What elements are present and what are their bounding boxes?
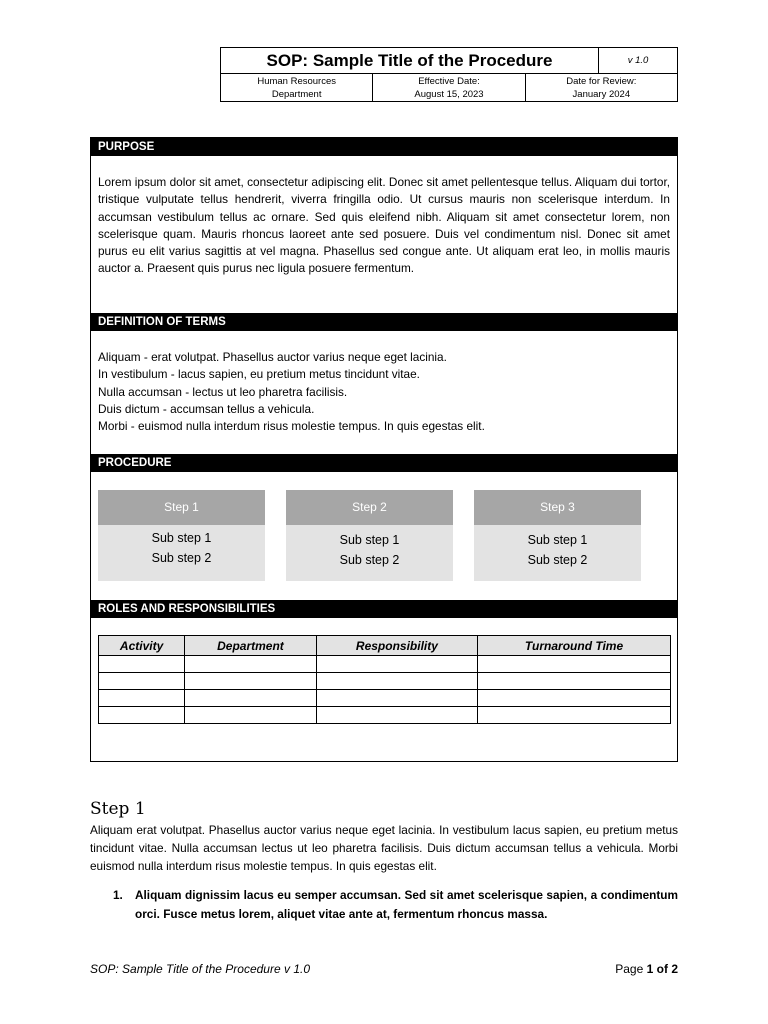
procedure-step-3 [474,490,641,581]
review-date-label: Date for Review: [566,76,637,87]
definitions-heading: DEFINITION OF TERMS [91,313,677,331]
document-header-table [220,47,678,102]
table-cell [316,707,477,724]
document-title: SOP: Sample Title of the Procedure [221,48,599,73]
column-header-turnaround-time: Turnaround Time [478,636,671,656]
definition-item: Aliquam - erat volutpat. Phasellus auctor varius neque eget lacinia. [98,350,447,364]
page-word: Page [615,962,644,976]
step-1-numbered-list-item [113,886,678,924]
department-line-1: Human Resources [257,76,336,87]
table-cell [478,656,671,673]
definitions-list [98,349,670,435]
table-cell [316,656,477,673]
table-cell [99,673,185,690]
page-total: 2 [671,962,678,976]
substep-label: Sub step 1 [151,531,212,545]
table-cell [316,673,477,690]
column-header-responsibility: Responsibility [316,636,477,656]
roles-table [98,635,671,724]
table-cell [185,707,317,724]
table-cell [185,656,317,673]
table-cell [478,707,671,724]
substep-label: Sub step 1 [527,533,588,547]
footer-document-title: SOP: Sample Title of the Procedure v 1.0 [90,962,311,976]
step-1-section-paragraph: Aliquam erat volutpat. Phasellus auctor varius neque eget lacinia. In vestibulum lacus sapien, eu pretium metus tincidunt vitae. Nulla accumsan lectus ut leo pharetra facilisis. Duis dictum accumsan tellus a vehicula. Morbi euismod nulla interdum risus molestie tempus. In quis egestas elit. [90,823,678,873]
table-row [99,707,671,724]
step-1-section-heading: Step 1 [90,799,146,819]
table-row [99,656,671,673]
review-date-value: January 2024 [572,89,631,100]
roles-table-header-row [99,636,671,656]
effective-date-cell [373,74,525,102]
procedure-step-1 [98,490,265,581]
table-cell [185,673,317,690]
substep-label: Sub step 2 [339,552,400,567]
page-current: 1 [646,962,654,976]
table-cell [185,690,317,707]
purpose-heading: PURPOSE [91,138,677,156]
header-title-row [221,48,677,74]
definition-item: Morbi - euismod nulla interdum risus molestie tempus. In quis egestas elit. [98,419,485,434]
step-2-substeps [286,525,453,570]
column-header-department: Department [185,636,317,656]
table-row [99,673,671,690]
table-cell [99,690,185,707]
substep-label: Sub step 1 [339,533,400,547]
step-3-substeps [474,525,641,570]
table-cell [316,690,477,707]
definition-item: In vestibulum - lacus sapien, eu pretium metus tincidunt vitae. [98,367,420,382]
table-cell [99,656,185,673]
department-cell [221,74,373,102]
header-info-row [221,74,677,102]
column-header-activity: Activity [99,636,185,656]
effective-date-value: August 15, 2023 [414,89,484,100]
table-cell [478,673,671,690]
department-line-2: Department [271,89,322,100]
list-number: 1. [113,888,123,902]
procedure-heading: PROCEDURE [91,454,677,472]
table-row [99,690,671,707]
procedure-step-2 [286,490,453,581]
document-version: v 1.0 [627,55,649,66]
footer-page-number [615,961,678,977]
definition-item: Duis dictum - accumsan tellus a vehicula. [98,401,315,416]
step-2-title: Step 2 [286,490,453,525]
list-item-text: Aliquam dignissim lacus eu semper accumsan. Sed sit amet scelerisque sapien, a condimentum orci. Fusce metus lorem, aliquet vitae ante at, fermentum rhoncus massa. [135,888,678,921]
table-cell [99,707,185,724]
step-1-substeps [98,525,265,568]
effective-date-label: Effective Date: [418,76,480,87]
definition-item: Nulla accumsan - lectus ut leo pharetra facilisis. [98,384,348,399]
step-3-title: Step 3 [474,490,641,525]
review-date-cell [526,74,677,102]
step-1-title: Step 1 [98,490,265,525]
purpose-text: Lorem ipsum dolor sit amet, consectetur adipiscing elit. Donec sit amet pellentesque tellus. Aliquam dui tortor, tristique vulputate tellus hendrerit, viverra fringilla odio. Ut cursus mauris non scelerisque interdum. In accumsan vestibulum tellus ac ornare. Sed quis eleifend nibh. Aliquam sit amet consectetur lorem, non scelerisque quam. Mauris rhoncus laoreet ante sed posuere. Duis vel condimentum nisl. Donec sit amet purus eu elit varius sagittis at vel magna. Phasellus sed congue ante. Ut aliquam erat leo, in mollis mauris auctor a. Praesent quis purus nec ligula posuere fermentum. [98,175,670,276]
page-of: of [656,962,668,976]
sop-main-box [90,137,678,762]
table-cell [478,690,671,707]
roles-heading: ROLES AND RESPONSIBILITIES [91,600,677,618]
substep-label: Sub step 2 [527,552,588,567]
substep-label: Sub step 2 [151,550,212,565]
